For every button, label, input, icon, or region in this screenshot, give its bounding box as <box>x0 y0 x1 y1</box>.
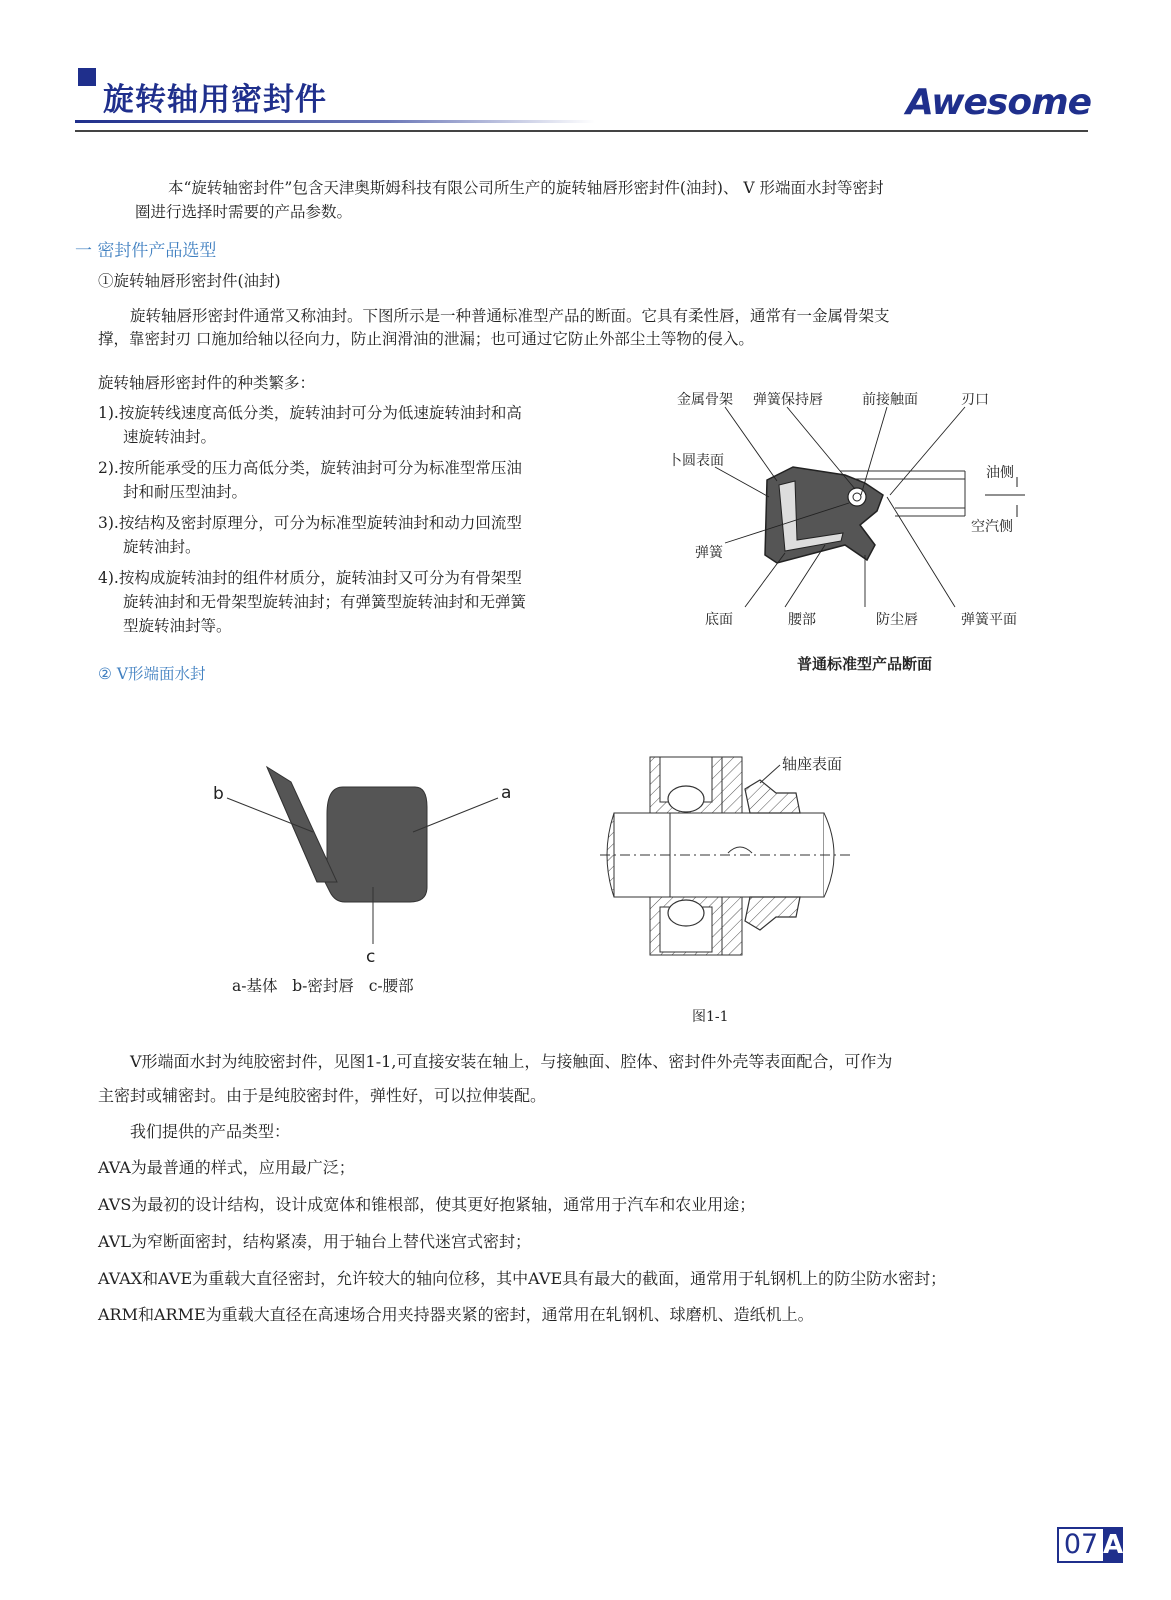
page-letter: A <box>1103 1530 1124 1560</box>
brand-logo: Awesome <box>905 82 1091 123</box>
v-seal-label-a: a <box>501 783 512 803</box>
label-oil-side: 油侧 <box>986 465 1014 481</box>
label-air-side: 空汽侧 <box>971 519 1013 535</box>
body-para-line-1: V形端面水封为纯胶密封件，见图1-1,可直接安装在轴上，与接触面、腔体、密封件外壳等表面配合，可作为 <box>130 1052 893 1071</box>
product-type-line: ARM和ARME为重载大直径在高速场合用夹持器夹紧的密封，通常用在轧钢机、球磨机、造纸机上。 <box>98 1305 814 1324</box>
intro-line-1: 本“旋转轴密封件”包含天津奥斯姆科技有限公司所生产的旋转轴唇形密封件(油封)、 V 形端面水封等密封 <box>168 179 884 197</box>
oil-seal-figure-caption: 普通标准型产品断面 <box>797 655 933 673</box>
types-item-2-line-1: 2).按所能承受的压力高低分类，旋转油封可分为标准型常压油 <box>98 459 522 477</box>
v-seal-label-b: b <box>213 784 224 804</box>
subsection-oil-seal: ①旋转轴唇形密封件(油封) <box>98 272 281 290</box>
product-types-heading: 我们提供的产品类型： <box>130 1122 291 1141</box>
types-item-4-line-2: 旋转油封和无骨架型旋转油封；有弹簧型旋转油封和无弹簧 <box>123 593 527 611</box>
types-item-3-line-2: 旋转油封。 <box>123 538 201 556</box>
label-spring-lip: 弹簧保持唇 <box>753 392 823 408</box>
label-front-contact: 前接触面 <box>862 392 918 408</box>
v-seal-legend: a-基体 b-密封唇 c-腰部 <box>232 977 414 995</box>
types-item-4-line-1: 4).按构成旋转油封的组件材质分，旋转油封又可分为有骨架型 <box>98 569 522 587</box>
product-type-line: AVA为最普通的样式，应用最广泛； <box>98 1158 355 1177</box>
product-type-line: AVS为最初的设计结构，设计成宽体和锥根部，使其更好抱紧轴，通常用于汽车和农业用途； <box>98 1195 756 1214</box>
v-seal-label-c: c <box>366 947 376 967</box>
header-divider <box>75 130 1088 132</box>
section-title: 一 密封件产品选型 <box>75 241 217 261</box>
types-item-2-line-2: 封和耐压型油封。 <box>123 483 248 501</box>
label-metal-frame: 金属骨架 <box>677 392 733 408</box>
oil-seal-cross-section-diagram <box>665 385 1045 645</box>
figure-1-1-caption: 图1-1 <box>692 1009 729 1025</box>
product-type-line: AVAX和AVE为重载大直径密封，允许较大的轴向位移，其中AVE具有最大的截面，通常用于轧钢机上的防尘防水密封； <box>98 1269 947 1288</box>
types-item-3-line-1: 3).按结构及密封原理分，可分为标准型旋转油封和动力回流型 <box>98 514 522 532</box>
body-para-line-2: 主密封或辅密封。由于是纯胶密封件，弹性好，可以拉伸装配。 <box>98 1086 547 1105</box>
intro-line-2: 圈进行选择时需要的产品参数。 <box>135 203 353 221</box>
page-number: 07 <box>1059 1529 1103 1561</box>
label-waist: 腰部 <box>788 612 816 628</box>
page-number-badge <box>1057 1527 1123 1563</box>
oil-seal-para-line-1: 旋转轴唇形密封件通常又称油封。下图所示是一种普通标准型产品的断面。它具有柔性唇，通常有一金属骨架支 <box>130 307 890 325</box>
oil-seal-para-line-2: 撑，靠密封刃 口施加给轴以径向力，防止润滑油的泄漏；也可通过它防止外部尘土等物的侵入。 <box>98 330 754 348</box>
types-item-1-line-1: 1).按旋转线速度高低分类，旋转油封可分为低速旋转油封和高 <box>98 404 522 422</box>
page-title: 旋转轴用密封件 <box>103 82 327 118</box>
types-item-1-line-2: 速旋转油封。 <box>123 428 217 446</box>
label-shaft-seat-surface: 轴座表面 <box>782 755 843 773</box>
label-dust-lip: 防尘唇 <box>876 612 918 628</box>
types-item-4-line-3: 型旋转油封等。 <box>123 617 232 635</box>
label-edge: 刃口 <box>961 392 989 408</box>
product-type-line: AVL为窄断面密封，结构紧凑，用于轴台上替代迷宫式密封； <box>98 1232 531 1251</box>
v-seal-cross-section-diagram <box>205 752 525 972</box>
header-accent-line <box>75 120 595 123</box>
label-outer-surface: 卜圆表面 <box>668 453 724 469</box>
types-title: 旋转轴唇形密封件的种类繁多： <box>98 374 316 392</box>
label-spring: 弹簧 <box>695 545 723 561</box>
label-bottom: 底面 <box>705 612 733 628</box>
v-seal-installation-diagram <box>600 755 885 985</box>
header-square-mark <box>78 68 96 86</box>
subsection-v-seal: ② V形端面水封 <box>98 665 206 683</box>
label-spring-plane: 弹簧平面 <box>961 612 1017 628</box>
